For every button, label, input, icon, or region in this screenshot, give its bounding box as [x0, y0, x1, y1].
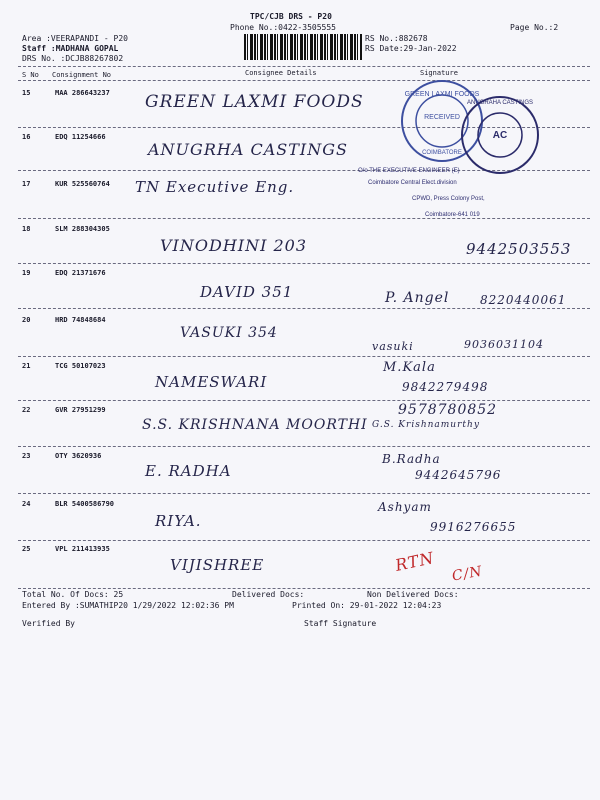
stamp-green-text: GREEN LAXMI FOODS — [404, 91, 480, 98]
stamp-anugraha-text: ANUGRAHA CASTINGS — [466, 100, 534, 106]
row-divider — [18, 540, 590, 541]
row-phone-handwriting: 9036031104 — [464, 338, 544, 351]
phone-number: Phone No.:0422-3505555 — [230, 23, 336, 32]
row-consignment: EDQ 21371676 — [55, 269, 106, 277]
header-divider-bottom — [18, 80, 590, 81]
row-consignment: MAA 286643237 — [55, 89, 110, 97]
row-consignment: OTY 3620936 — [55, 452, 102, 460]
area-label: Area :VEERAPANDI - P20 — [22, 34, 128, 43]
staff-label: Staff :MADHANA GOPAL — [22, 44, 119, 53]
entered-by: Entered By :SUMATHIP20 1/29/2022 12:02:36 PM — [22, 601, 234, 610]
total-docs: Total No. Of Docs: 25 — [22, 590, 124, 599]
row-consignee-handwriting: DAVID 351 — [200, 283, 294, 301]
row-consignment: VPL 211413935 — [55, 545, 110, 553]
row-consignee-handwriting: ANUGRHA CASTINGS — [148, 140, 348, 159]
drs-number: DRS No. :DCJB88267802 — [22, 54, 124, 63]
row-sno: 24 — [22, 500, 31, 508]
row-phone-handwriting: 8220440061 — [480, 293, 567, 307]
barcode-image — [244, 34, 362, 60]
footer-divider — [18, 588, 590, 589]
row-consignee-handwriting: E. RADHA — [145, 462, 232, 480]
verified-by: Verified By — [22, 619, 75, 628]
non-delivered-docs: Non Delivered Docs: — [367, 590, 459, 599]
row-consignment: KUR 525560764 — [55, 180, 110, 188]
col-consignment: Consignment No — [52, 71, 112, 79]
page-number: Page No.:2 — [510, 23, 559, 32]
row-sno: 15 — [22, 89, 31, 97]
row-signature-handwriting: B.Radha — [382, 452, 441, 466]
row-consignment: TCG 50107023 — [55, 362, 106, 370]
office-stamp-line1: O/o THE EXECUTIVE ENGINEER (E) — [358, 168, 460, 174]
stamp-coimbatore-text: COIMBATORE — [422, 150, 462, 156]
row-consignment: SLM 288304305 — [55, 225, 110, 233]
staff-signature: Staff Signature — [304, 619, 377, 628]
row-sno: 17 — [22, 180, 31, 188]
stamp-received-text: RECEIVED — [424, 114, 460, 121]
row-divider — [18, 446, 590, 447]
row-signature-handwriting: vasuki — [372, 340, 414, 353]
row-sno: 16 — [22, 133, 31, 141]
cn-mark: C/N — [450, 563, 484, 585]
row-consignee-handwriting: NAMESWARI — [155, 373, 268, 391]
row-consignee-handwriting: RIYA. — [155, 512, 202, 530]
row-sno: 20 — [22, 316, 31, 324]
rs-number: RS No.:882678 — [365, 34, 428, 43]
row-phone-handwriting: 9442503553 — [466, 240, 572, 258]
header-divider-top — [18, 66, 590, 67]
row-sno: 18 — [22, 225, 31, 233]
office-stamp-line2: Coimbatore Central Elect.division — [368, 180, 457, 186]
return-mark: RTN — [393, 548, 436, 575]
doc-title: TPC/CJB DRS - P20 — [250, 12, 332, 21]
row-phone-handwriting: 9916276655 — [430, 520, 517, 534]
row-sno: 19 — [22, 269, 31, 277]
printed-on: Printed On: 29-01-2022 12:04:23 — [292, 601, 442, 610]
row-signature-handwriting: M.Kala — [383, 360, 436, 375]
anugraha-stamp — [455, 90, 545, 180]
row-sno: 25 — [22, 545, 31, 553]
row-divider — [18, 263, 590, 264]
row-consignment: BLR 5400586790 — [55, 500, 115, 508]
row-signature-handwriting: G.S. Krishnamurthy — [372, 420, 480, 430]
delivered-docs: Delivered Docs: — [232, 590, 305, 599]
row-divider — [18, 493, 590, 494]
row-divider — [18, 356, 590, 357]
col-consignee: Consignee Details — [245, 69, 317, 77]
row-consignment: GVR 27951299 — [55, 406, 106, 414]
svg-text:AC: AC — [492, 130, 508, 141]
row-divider — [18, 308, 590, 309]
rs-date: RS Date:29-Jan-2022 — [365, 44, 457, 53]
office-stamp-line4: Coimbatore-641 019 — [425, 212, 480, 218]
row-phone-handwriting: 9842279498 — [402, 380, 489, 394]
office-stamp-line3: CPWD, Press Colony Post, — [412, 196, 485, 202]
col-sno: S No — [22, 71, 39, 79]
row-sno: 22 — [22, 406, 31, 414]
row-consignee-handwriting: GREEN LAXMI FOODS — [145, 92, 364, 112]
row-divider — [18, 400, 590, 401]
row-consignee-handwriting: S.S. KRISHNANA MOORTHI — [142, 417, 368, 433]
row-sno: 21 — [22, 362, 31, 370]
row-phone-handwriting: 9578780852 — [398, 402, 498, 418]
row-signature-handwriting: P. Angel — [385, 290, 450, 306]
row-consignee-handwriting: VIJISHREE — [170, 556, 265, 574]
row-consignment: EDQ 11254666 — [55, 133, 106, 141]
row-divider — [18, 218, 590, 219]
row-consignee-handwriting: VASUKI 354 — [180, 325, 278, 341]
row-consignee-handwriting: VINODHINI 203 — [160, 236, 308, 255]
row-signature-handwriting: Ashyam — [378, 500, 432, 514]
row-sno: 23 — [22, 452, 31, 460]
row-consignee-handwriting: TN Executive Eng. — [135, 178, 295, 196]
col-signature: Signature — [420, 69, 458, 77]
row-consignment: HRD 74848684 — [55, 316, 106, 324]
row-phone-handwriting: 9442645796 — [415, 468, 502, 482]
